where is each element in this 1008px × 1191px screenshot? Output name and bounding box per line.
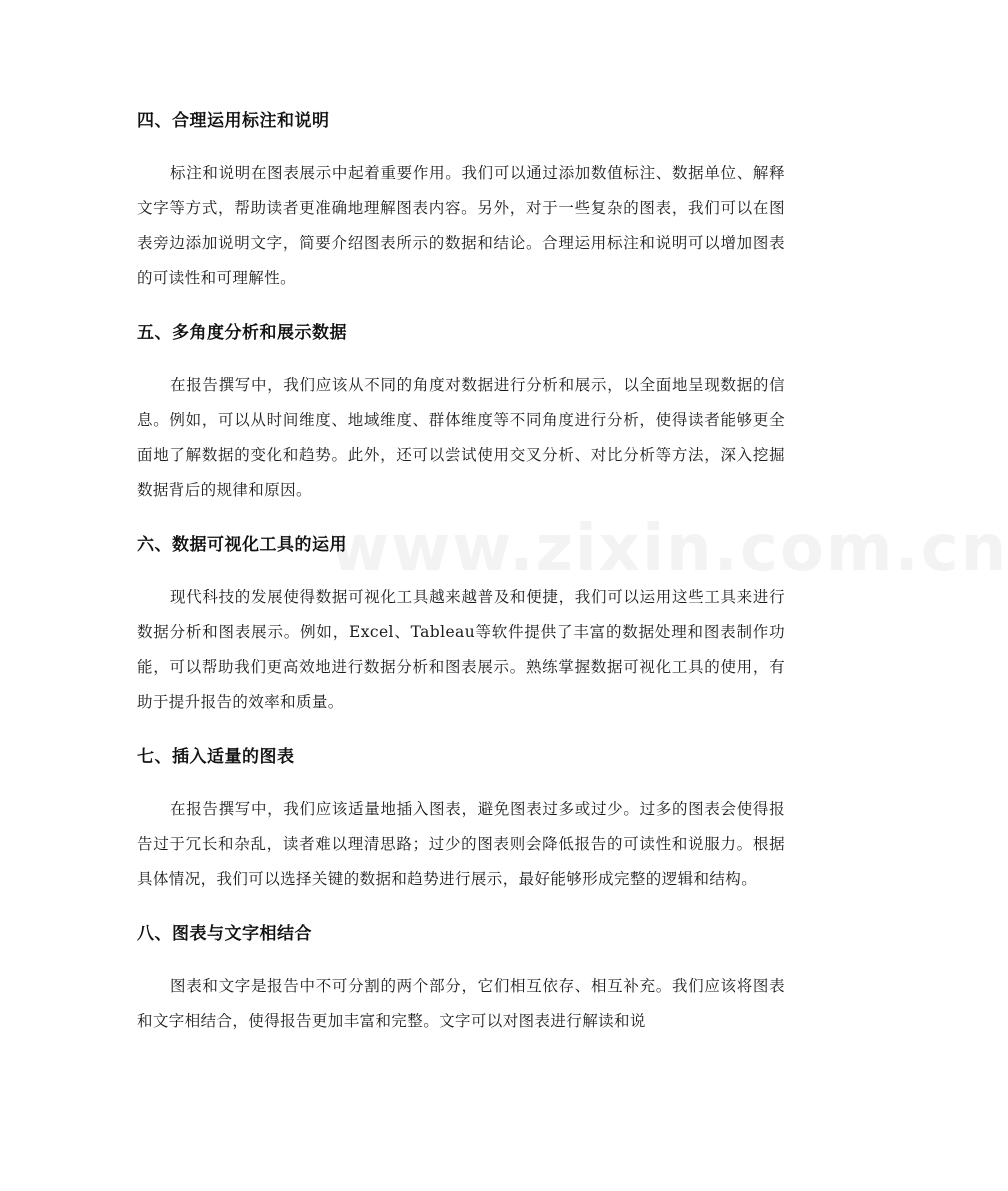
section-heading: 五、多角度分析和展示数据: [137, 323, 347, 343]
section-5: [137, 318, 785, 508]
section-paragraph: 在报告撰写中，我们应该从不同的角度对数据进行分析和展示，以全面地呈现数据的信息。例如，可以从时间维度、地域维度、群体维度等不同角度进行分析，使得读者能够更全面地了解数据的变化和趋势。此外，还可以尝试使用交叉分析、对比分析等方法，深入挖掘数据背后的规律和原因。: [137, 376, 785, 499]
section-4: [137, 106, 785, 296]
section-heading: 七、插入适量的图表: [137, 747, 295, 767]
section-6: [137, 530, 785, 720]
document-content: [137, 106, 785, 1061]
section-paragraph: 现代科技的发展使得数据可视化工具越来越普及和便捷，我们可以运用这些工具来进行数据分析和图表展示。例如，Excel、Tableau等软件提供了丰富的数据处理和图表制作功能，可以帮助我们更高效地进行数据分析和图表展示。熟练掌握数据可视化工具的使用，有助于提升报告的效率和质量。: [137, 588, 785, 711]
section-heading: 四、合理运用标注和说明: [137, 111, 330, 131]
section-heading: 八、图表与文字相结合: [137, 924, 312, 944]
watermark: www.zixin.com.cn: [330, 512, 1008, 586]
section-paragraph: 标注和说明在图表展示中起着重要作用。我们可以通过添加数值标注、数据单位、解释文字等方式，帮助读者更准确地理解图表内容。另外，对于一些复杂的图表，我们可以在图表旁边添加说明文字，简要介绍图表所示的数据和结论。合理运用标注和说明可以增加图表的可读性和可理解性。: [137, 164, 785, 287]
section-paragraph: 图表和文字是报告中不可分割的两个部分，它们相互依存、相互补充。我们应该将图表和文字相结合，使得报告更加丰富和完整。文字可以对图表进行解读和说: [137, 977, 785, 1030]
section-heading: 六、数据可视化工具的运用: [137, 535, 347, 555]
section-8: [137, 919, 785, 1039]
section-7: [137, 742, 785, 897]
section-paragraph: 在报告撰写中，我们应该适量地插入图表，避免图表过多或过少。过多的图表会使得报告过于冗长和杂乱，读者难以理清思路；过少的图表则会降低报告的可读性和说服力。根据具体情况，我们可以选择关键的数据和趋势进行展示，最好能够形成完整的逻辑和结构。: [137, 800, 785, 888]
